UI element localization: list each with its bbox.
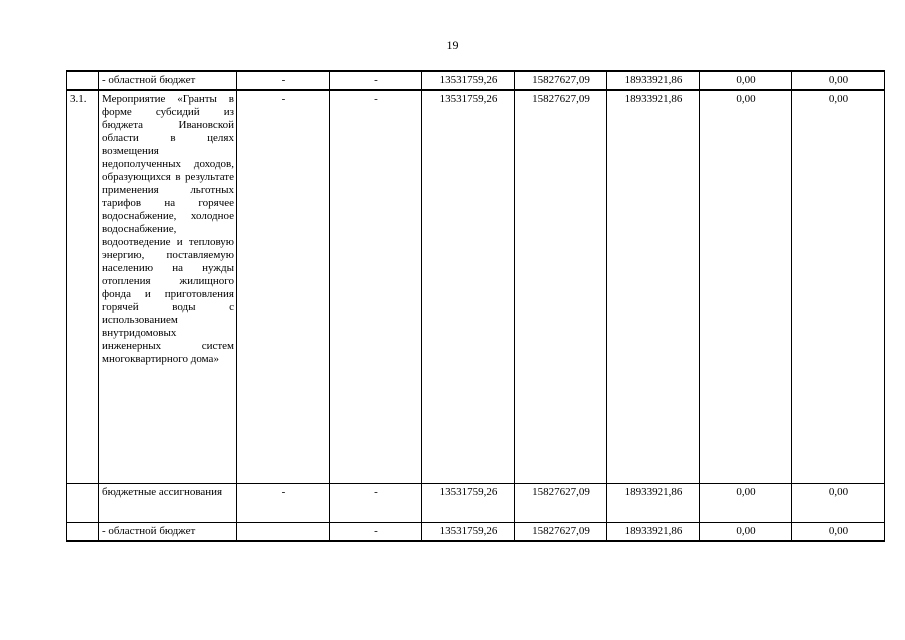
cell-value-1: 13531759,26 bbox=[422, 484, 515, 523]
row-index bbox=[67, 484, 99, 523]
cell-value-4: 0,00 bbox=[700, 90, 792, 484]
cell-value-1: 13531759,26 bbox=[422, 71, 515, 90]
cell-value-4: 0,00 bbox=[700, 484, 792, 523]
table-row bbox=[67, 484, 885, 523]
cell-col3: - bbox=[237, 90, 330, 484]
cell-value-4: 0,00 bbox=[700, 71, 792, 90]
cell-col4: - bbox=[330, 523, 422, 542]
table-row bbox=[67, 90, 885, 484]
cell-col4: - bbox=[330, 90, 422, 484]
page-number: 19 bbox=[446, 38, 459, 52]
row-name: Мероприятие «Гранты в форме субсидий из бюджета Ивановской области в целях возмещения недополученных доходов, образующихся в результате применения льготных тарифов на горячее водоснабжение, холодное водоснабжение, водоотведение и тепловую энергию, поставляемую населению на нужды отопления жилищного фонда и приготовления горячей воды с использованием внутридомовых инженерных систем многоквартирного дома» bbox=[99, 90, 237, 484]
cell-value-2: 15827627,09 bbox=[515, 90, 607, 484]
row-index bbox=[67, 523, 99, 542]
row-name: бюджетные ассигнования bbox=[99, 484, 237, 523]
budget-table bbox=[66, 70, 885, 542]
cell-col4: - bbox=[330, 484, 422, 523]
cell-value-3: 18933921,86 bbox=[607, 90, 700, 484]
cell-value-2: 15827627,09 bbox=[515, 523, 607, 542]
cell-col4: - bbox=[330, 71, 422, 90]
cell-value-3: 18933921,86 bbox=[607, 484, 700, 523]
cell-col3 bbox=[237, 523, 330, 542]
cell-value-2: 15827627,09 bbox=[515, 484, 607, 523]
cell-value-5: 0,00 bbox=[792, 484, 885, 523]
cell-value-2: 15827627,09 bbox=[515, 71, 607, 90]
cell-value-3: 18933921,86 bbox=[607, 71, 700, 90]
cell-col3: - bbox=[237, 71, 330, 90]
row-index: 3.1. bbox=[67, 90, 99, 484]
cell-value-5: 0,00 bbox=[792, 71, 885, 90]
table-row bbox=[67, 71, 885, 90]
cell-value-3: 18933921,86 bbox=[607, 523, 700, 542]
row-name: - областной бюджет bbox=[99, 71, 237, 90]
cell-value-1: 13531759,26 bbox=[422, 523, 515, 542]
cell-value-1: 13531759,26 bbox=[422, 90, 515, 484]
cell-value-5: 0,00 bbox=[792, 90, 885, 484]
table-row bbox=[67, 523, 885, 542]
row-name: - областной бюджет bbox=[99, 523, 237, 542]
row-index bbox=[67, 71, 99, 90]
cell-value-4: 0,00 bbox=[700, 523, 792, 542]
cell-col3: - bbox=[237, 484, 330, 523]
cell-value-5: 0,00 bbox=[792, 523, 885, 542]
